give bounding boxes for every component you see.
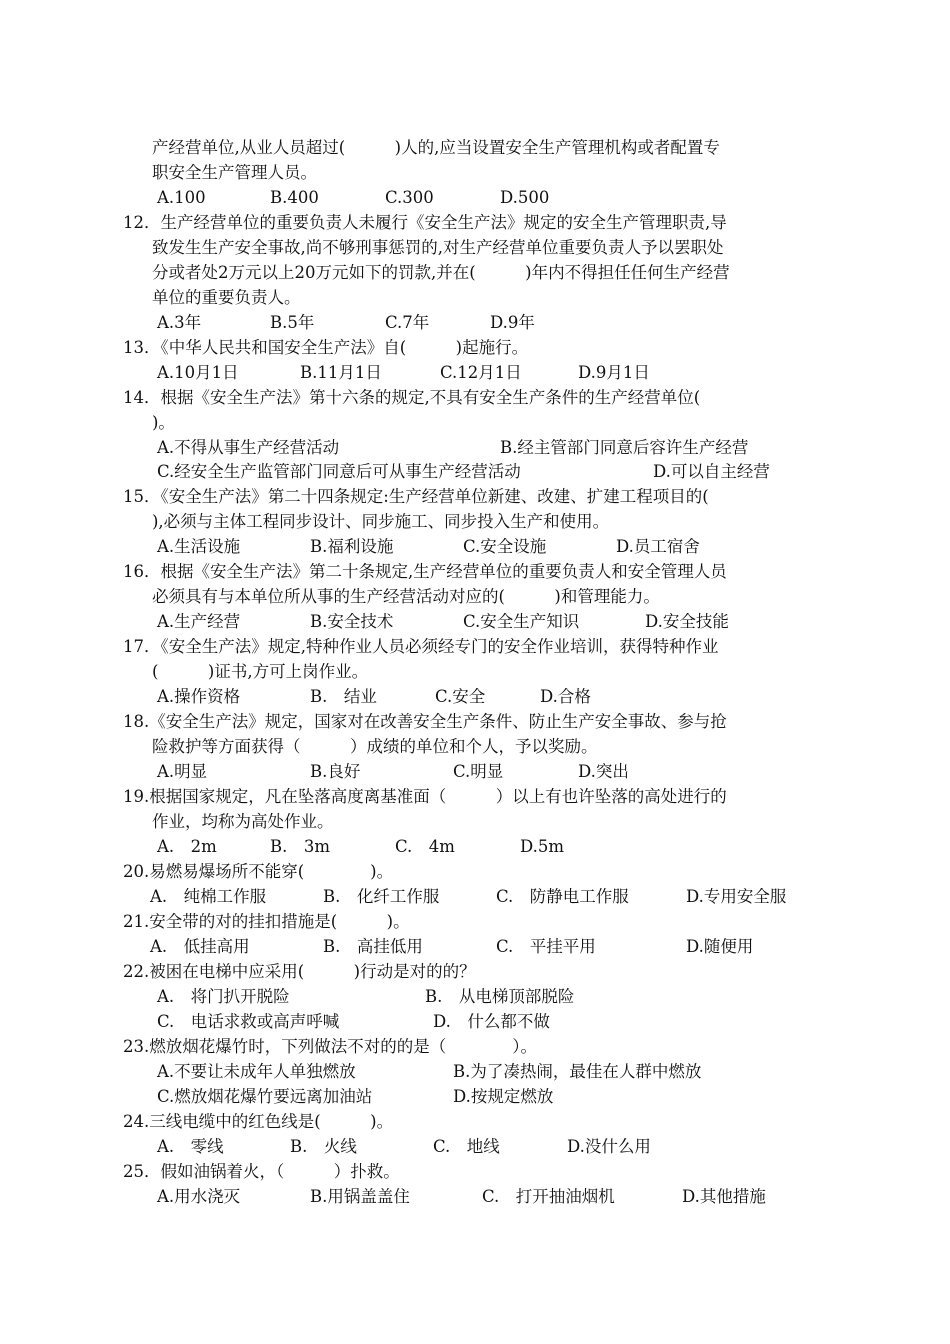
option-d: D.突出 xyxy=(578,762,629,781)
option-b: B. 化纤工作服 xyxy=(323,887,440,906)
question-25-text-line: 25．假如油锅着火，（ ）扑救。 xyxy=(123,1162,400,1181)
question-12-text-line: 致发生生产安全事故,尚不够刑事惩罚的,对生产经营单位重要负责人予以罢职处 xyxy=(152,238,724,257)
option-c: C.安全生产知识 xyxy=(463,612,580,631)
option-a: A. 低挂高用 xyxy=(150,937,250,956)
option-a: A.不要让未成年人单独燃放 xyxy=(157,1062,356,1081)
option-c: C. 平挂平用 xyxy=(496,937,596,956)
question-12-text-line: 分或者处2万元以上20万元如下的罚款,并在( )年内不得担任任何生产经营 xyxy=(152,263,730,282)
option-a: A.用水浇灭 xyxy=(157,1187,241,1206)
question-22-text-line: 22.被困在电梯中应采用( )行动是对的的？ xyxy=(123,962,476,981)
option-a: A.10月1日 xyxy=(157,363,239,382)
option-c: C. 地线 xyxy=(433,1137,500,1156)
option-a: A.100 xyxy=(157,188,206,207)
option-b: B.安全技术 xyxy=(310,612,394,631)
option-d: D.500 xyxy=(500,188,550,207)
question-15-text-line: ),必须与主体工程同步设计、同步施工、同步投入生产和使用。 xyxy=(152,512,610,531)
option-b: B.5年 xyxy=(270,313,315,332)
question-23-text-line: 23.燃放烟花爆竹时，下列做法不对的的是（ ）。 xyxy=(123,1037,537,1056)
question-17-text-line: 17．《安全生产法》规定,特种作业人员必须经专门的安全作业培训，获得特种作业 xyxy=(123,637,719,656)
option-c: C.明显 xyxy=(453,762,504,781)
option-a: A.明显 xyxy=(157,762,208,781)
option-c: C. 打开抽油烟机 xyxy=(482,1187,615,1206)
option-d: D.其他措施 xyxy=(682,1187,766,1206)
option-d: D.9月1日 xyxy=(578,363,650,382)
option-a: A.不得从事生产经营活动 xyxy=(157,438,340,457)
option-c: C.安全设施 xyxy=(463,537,547,556)
option-b: B. 结业 xyxy=(310,687,377,706)
option-d: D.员工宿舍 xyxy=(616,537,700,556)
option-c: C.12月1日 xyxy=(440,363,522,382)
question-15-text-line: 15．《安全生产法》第二十四条规定:生产经营单位新建、改建、扩建工程项目的( xyxy=(123,487,709,506)
option-c: C.7年 xyxy=(385,313,430,332)
option-d: D.合格 xyxy=(540,687,591,706)
question-19-text-line: 19.根据国家规定，凡在坠落高度离基准面（ ）以上有也许坠落的高处进行的 xyxy=(123,787,727,806)
question-19-text-line: 作业，均称为高处作业。 xyxy=(152,812,334,831)
option-a: A.生活设施 xyxy=(157,537,241,556)
option-b: B.为了凑热闹，最佳在人群中燃放 xyxy=(453,1062,702,1081)
option-c: C. 防静电工作服 xyxy=(496,887,629,906)
option-d: D.按规定燃放 xyxy=(453,1087,554,1106)
option-d: D.专用安全服 xyxy=(686,887,787,906)
option-d: D.安全技能 xyxy=(645,612,729,631)
option-d: D.没什么用 xyxy=(567,1137,651,1156)
option-c: C.经安全生产监管部门同意后可从事生产经营活动 xyxy=(157,462,521,481)
option-d: D.可以自主经营 xyxy=(653,462,770,481)
option-d: D. 什么都不做 xyxy=(433,1012,550,1031)
question-18-text-line: 18.《安全生产法》规定，国家对在改善安全生产条件、防止生产安全事故、参与抢 xyxy=(123,712,727,731)
question-11-text-line: 职安全生产管理人员。 xyxy=(152,163,317,182)
question-14-text-line: )。 xyxy=(152,413,175,432)
option-b: B.经主管部门同意后容许生产经营 xyxy=(500,438,749,457)
question-12-text-line: 单位的重要负责人。 xyxy=(152,288,301,307)
option-a: A.3年 xyxy=(157,313,202,332)
question-18-text-line: 险救护等方面获得（ ）成绩的单位和个人，予以奖励。 xyxy=(152,737,598,756)
option-b: B.用锅盖盖住 xyxy=(310,1187,410,1206)
option-b: B.11月1日 xyxy=(300,363,382,382)
option-b: B. 3m xyxy=(270,837,331,856)
option-d: D.5m xyxy=(520,837,565,856)
option-d: D.9年 xyxy=(490,313,535,332)
option-a: A.操作资格 xyxy=(157,687,241,706)
option-a: A. 纯棉工作服 xyxy=(150,887,267,906)
question-11-text-line: 产经营单位,从业人员超过( )人的,应当设置安全生产管理机构或者配置专 xyxy=(152,138,720,157)
option-b: B. 从电梯顶部脱险 xyxy=(425,987,575,1006)
option-a: A. 零线 xyxy=(157,1137,224,1156)
option-b: B.福利设施 xyxy=(310,537,394,556)
option-b: B.400 xyxy=(270,188,319,207)
option-c: C.燃放烟花爆竹要远离加油站 xyxy=(157,1087,373,1106)
question-24-text-line: 24.三线电缆中的红色线是( )。 xyxy=(123,1112,394,1131)
question-14-text-line: 14．根据《安全生产法》第十六条的规定,不具有安全生产条件的生产经营单位( xyxy=(123,388,701,407)
option-b: B. 火线 xyxy=(290,1137,357,1156)
question-20-text-line: 20.易燃易爆场所不能穿( )。 xyxy=(123,862,394,881)
question-21-text-line: 21.安全带的对的挂扣措施是( )。 xyxy=(123,912,410,931)
option-c: C. 电话求救或高声呼喊 xyxy=(157,1012,340,1031)
option-c: C. 4m xyxy=(395,837,455,856)
question-16-text-line: 必须具有与本单位所从事的生产经营活动对应的( )和管理能力。 xyxy=(152,587,660,606)
question-16-text-line: 16．根据《安全生产法》第二十条规定,生产经营单位的重要负责人和安全管理人员 xyxy=(123,562,727,581)
question-17-text-line: ( )证书,方可上岗作业。 xyxy=(152,662,369,681)
option-a: A. 将门扒开脱险 xyxy=(157,987,290,1006)
option-a: A. 2m xyxy=(157,837,217,856)
option-a: A.生产经营 xyxy=(157,612,241,631)
question-12-text-line: 12．生产经营单位的重要负责人未履行《安全生产法》规定的安全生产管理职责,导 xyxy=(123,213,727,232)
question-13-text-line: 13．《中华人民共和国安全生产法》自( )起施行。 xyxy=(123,338,529,357)
option-c: C.300 xyxy=(385,188,434,207)
option-d: D.随便用 xyxy=(686,937,754,956)
option-c: C.安全 xyxy=(435,687,486,706)
option-b: B. 高挂低用 xyxy=(323,937,423,956)
option-b: B.良好 xyxy=(310,762,361,781)
